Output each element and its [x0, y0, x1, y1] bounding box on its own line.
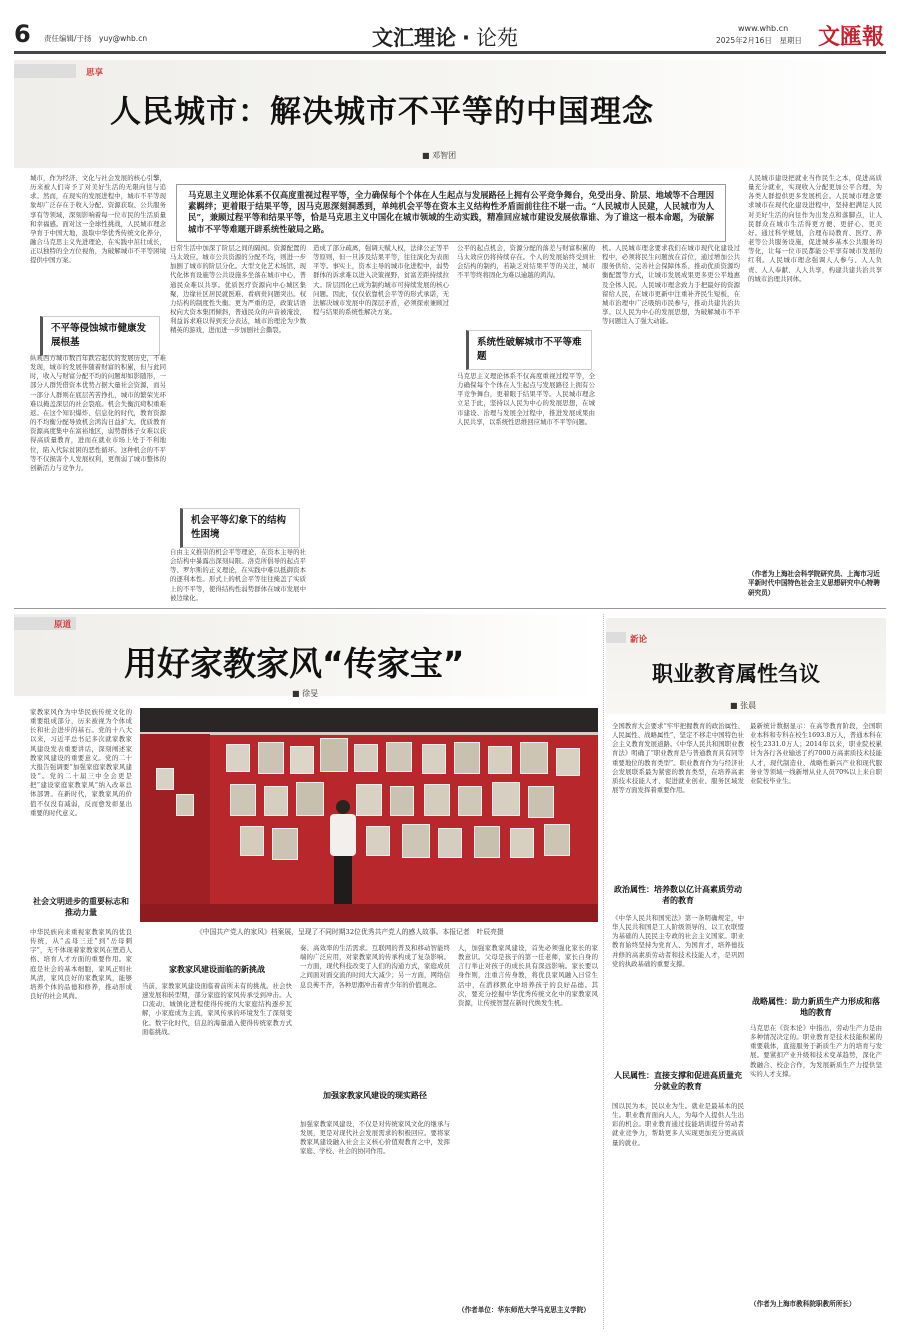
lead-intro: 城市，作为经济、文化与社会发展的核心引擎，历来被人们寄予了对美好生活的无限向往与追求。然而，在现实的发展进程中，城市不平等现象却广泛存在于收入分配、资源获取、公共服务享有等领域，深刻影响着每一位市民的生活质量和幸福感。面对这一全球性挑战，人民城市理念孕育于中国大地，汲取中华优秀传统文化养分，融合马克思主义先进理论，在实践中茁壮成长，正以独特的全方位视角，为破解城市不平等困境提供中国方案。 — [30, 174, 166, 265]
photo-frame — [264, 786, 288, 816]
photo-frame — [474, 826, 500, 858]
article3-col-2b: 马克思在《资本论》中指出，劳动生产力是由多种情况决定的。职业教育是技术技能积累的重要载体，直接服务于新质生产力的培育与发展。要紧扣产业升级和技术变革趋势，深化产教融合、校企合作，为发展新质生产力提供坚实的人才支撑。 — [750, 1024, 882, 1078]
photo-frame — [488, 746, 512, 774]
photo-visitor-head — [336, 800, 350, 814]
photo-caption: 《中国共产党人的家风》档案展，呈现了不同时期32位优秀共产党人的感人故事。本报记者 叶辰亮摄 — [196, 928, 504, 936]
lead-col-4b: 马克思主义理论体系不仅高度重视过程平等，全力确保每个个体在人生起点与发展路径上拥有公平竞争舞台，更着眼于结果平等。人民城市理念立足于此，坚持以人民为中心的发展思想，在城市建设、治理与发展全过程中，推进发展成果由人民共享，以系统性思维回应城市不平等问题。 — [457, 372, 595, 426]
article2-col-1: 家教家风作为中华民族传统文化的重要组成部分，历来被视为个体成长和社会进步的基石。党的十八大以来，习近平总书记多次就家教家风建设发表重要讲话，深刻阐述家教家风建设的重要意义。党的二十大报告强调要“加强家庭家教家风建设”。党的二十届三中全会更是把“建设家庭家教家风”纳入改革总体部署。在新时代，家教家风的价值不仅没有减弱，反而愈发彰显出重要的时代意义。 — [30, 708, 132, 817]
section-title — [372, 22, 518, 52]
photo-frame — [528, 786, 554, 818]
page-number: 6 — [14, 20, 31, 48]
photo-visitor-body — [330, 814, 356, 856]
article2-subhead-3: 加强家教家风建设的现实路径 — [323, 1091, 427, 1100]
lead-subhead-2: 机会平等幻象下的结构性困境 — [180, 508, 300, 548]
article2-col-4: 人，加强家教家风建设，首先必须强化家长的家教意识。父母是孩子的第一任老师，家长自身的言行举止对孩子的成长具有深远影响。家长要以身作则，注重言传身教，将优良家风融入日常生活中，在潜移默化中培养孩子的良好品德。其次，要充分挖掘中华优秀传统文化中的家教家风资源，让传统智慧在新时代焕发生机。 — [458, 944, 598, 1007]
column-tag: 思享 — [86, 68, 104, 78]
lead-col-6: 人民城市建设把就业当作民生之本，促进高质量充分就业，实现收入分配更加公平合理，为各类人群提供更多发展机会。人民城市理念要求城市在现代化建设进程中，坚持把满足人民对美好生活的向往作为出发点和落脚点，让人民群众在城市生活得更方便、更舒心、更美好。通过科学规划，合理布局教育、医疗、养老等公共服务设施，促进城乡基本公共服务均等化，让每一位市民都能公平享有城市发展的红利。人民城市理念强调人人参与、人人负责、人人奉献、人人共享，构建共建共治共享的城市治理共同体。 — [748, 174, 882, 283]
photo-frame — [366, 826, 390, 856]
article2-subhead-1: 社会文明进步的重要标志和推动力量 — [33, 897, 129, 917]
article3-tag-marker — [606, 632, 626, 643]
photo-frame — [354, 744, 378, 772]
photo-frame — [230, 784, 256, 816]
article3-author-name: 张晨 — [740, 701, 757, 710]
photo-frame — [386, 742, 412, 772]
exhibition-photo — [140, 708, 598, 922]
photo-floor — [140, 904, 598, 922]
photo-frame — [510, 828, 534, 858]
editor-credit: 责任编辑/于扬 yuy@whb.cn — [44, 34, 148, 43]
article2-author: ■ 徐旻 — [292, 689, 319, 698]
article3-column-tag: 新论 — [630, 635, 648, 645]
article3-subhead-2: 人民属性：直接支撑和促进高质量充分就业的教育 — [614, 1071, 742, 1091]
abstract-text: 马克思主义理论体系不仅高度重视过程平等，全力确保每个个体在人生起点与发展路径上拥有公平竞争舞台，免受出身、阶层、地域等不合理因素羁绊；更着眼于结果平等，因马克思深刻洞悉到，单纯机会平等在资本主义结构性矛盾面前往往不堪一击。“人民城市人民建，人民城市为人民”，兼顾过程平等和结果平等，恰是马克思主义中国化在城市领域的生动实践，精准回应城市建设发展依靠谁、为了谁这一根本命题，为破解城市不平等难题开辟系统性破局之路。 — [188, 190, 714, 234]
photo-frame — [520, 742, 548, 774]
photo-frame — [402, 824, 430, 858]
photo-ceiling — [140, 708, 598, 734]
photo-wall-left — [140, 734, 210, 922]
lead-col-4: 公平的起点机会，资源分配的落差与财富积累的马太效应仍将持续存在。个人的发展始终受到社会结构的制约，若缺乏对结果平等的关注，城市不平等终将固化为难以逾越的鸿沟。 — [457, 244, 595, 280]
photo-frame — [258, 742, 284, 774]
article2-column-tag: 原道 — [54, 620, 72, 630]
header-rule — [14, 51, 886, 54]
lead-author: ■ 邓智团 — [422, 151, 457, 160]
article3-col-2: 最新统计数据显示：在高等教育阶段，全国职业本科和专科在校生1693.8万人，普通本科在校生2331.0万人；2014年以来，职业院校累计为各行各业输送了约7000万高素质技术技能人才，现代制造业、战略性新兴产业和现代服务业等领域一线新增从业人员70%以上来自职业院校毕业生。 — [750, 722, 882, 785]
article2-col-3b: 加强家教家风建设，不仅是对传统家风文化的继承与发展，更是对现代社会发展需求的积极回应。要将家教家风建设融入社会主义核心价值观教育之中，发挥家庭、学校、社会的协同作用。 — [300, 1120, 450, 1156]
photo-frame — [424, 784, 450, 816]
photo-frame — [438, 828, 462, 858]
photo-frame — [176, 794, 194, 816]
article3-col-1b: 《中华人民共和国宪法》第一条明确规定，中华人民共和国是工人阶级领导的、以工农联盟为基础的人民民主专政的社会主义国家。职业教育始终坚持为党育人、为国育才，培养德技并修的高素质劳动者和技术技能人才，是巩固党的执政基础的重要支撑。 — [612, 914, 744, 968]
column-divider — [603, 614, 604, 1329]
photo-frame — [544, 824, 570, 856]
photo-frame — [356, 784, 382, 816]
article2-title: 用好家教家风“传家宝” — [124, 644, 465, 683]
photo-frame — [320, 738, 348, 772]
photo-frame — [556, 748, 580, 776]
column-tag-marker — [14, 64, 76, 78]
photo-frame — [296, 782, 324, 816]
article2-author-name: 徐旻 — [302, 689, 319, 698]
issue-date: 2025年2月16日 星期日 — [716, 36, 802, 45]
lead-col-3: 造成了部分疏离，强调天赋人权，法律公正等平等原则，但一旦涉及结果平等，往往演化为表面平等。事实上，资本主导的城市化进程中，弱势群体的诉求难以进入决策视野，贫富差距持续拉大。阶层固化已成为制约城市可持续发展的核心问题。因此，仅仅依靠机会平等的形式承诺，无法解决城市发展中的深层矛盾，必须探索兼顾过程与结果的系统性解决方案。 — [313, 244, 449, 317]
subsection-name: 论苑 — [475, 26, 518, 50]
article3-author: ■ 张晨 — [730, 701, 757, 710]
article3-title: 职业教育属性刍议 — [652, 662, 820, 686]
website: www.whb.cn — [738, 24, 789, 33]
lead-col-2: 日常生活中加深了阶层之间的隔阂。资源配置的马太效应。城市公共资源的分配不均，则进一步加剧了城市的阶层分化。大型文化艺术场馆、现代化体育设施等公共设施多坐落在城市中心，普通民众难以共享。优质医疗资源向中心城区集聚，边缘社区居民就医难、看病贵问题突出。权力结构的制度性失衡。更为严重的是，政策话语权向大资本集团倾斜，普通民众的声音被淹没，利益诉求难以得到充分表达，城市治理沦为少数精英的游戏，进而进一步加剧社会撕裂。 — [170, 244, 306, 335]
article3-subhead-3: 战略属性：助力新质生产力形成和落地的教育 — [752, 997, 880, 1017]
article3-col-1c: 国以民为本，民以业为生。就业是最基本的民生。职业教育面向人人，为每个人提供人生出彩的机会。职业教育通过技能培训提升劳动者就业竞争力，帮助更多人实现更加充分更高质量的就业。 — [612, 1102, 744, 1147]
section-name: 文汇理论 — [372, 26, 456, 50]
lead-subhead-1: 不平等侵蚀城市健康发展根基 — [40, 316, 160, 356]
photo-frame — [492, 782, 520, 816]
photo-frame — [226, 744, 250, 772]
article2-col-3: 奏、高效率的生活需求。互联网的普及和移动智能终端的广泛应用，对家教家风的传承构成了复杂影响。一方面，现代科技改变了人们的沟通方式，家庭成员之间面对面交流的时间大大减少；另一方面，网络信息良莠不齐，各种思潮冲击着青少年的价值观念。 — [300, 944, 450, 989]
article3-col-1: 全国教育大会要求“牢牢把握教育的政治属性、人民属性、战略属性”，坚定不移走中国特色社会主义教育发展道路。《中华人民共和国职业教育法》明确了“职业教育是与普通教育具有同等重要地位的教育类型”。职业教育作为与经济社会发展联系最为紧密的教育类型，在培养高素质技术技能人才、促进就业创业、服务区域发展等方面发挥着重要作用。 — [612, 722, 744, 795]
article2-col-2: 当前，家教家风建设面临着前所未有的挑战。社会快速发展和转型期，部分家庭的家风传承受到冲击。人口流动、城镇化进程使得传统的大家庭结构逐步瓦解，小家庭成为主流，家风传承的环境发生了深刻变化。数字化时代，信息的海量涌入使得传统家教方式面临挑战。 — [142, 982, 292, 1036]
lead-author-note: （作者为上海社会科学院研究员、上海市习近平新时代中国特色社会主义思想研究中心特聘研究员） — [748, 570, 880, 597]
lead-col-1: 纵观西方城市数百年跌宕起伏的发展历史，不难发现，城市的发展伴随着财富的积累，但与此同时，收入与财富分配不均的问题却如影随形，一部分人群凭借资本优势占据大量社会资源，而另一部分人群则在底层苦苦挣扎，城市的繁荣光环难以掩盖深层的社会裂痕。机会失衡沉疴积重难返。在这个知识爆炸、信息化的时代，教育资源的不均衡分配导致机会鸿沟日益扩大。优质教育资源高度集中在富裕地区，弱势群体子女难以获得高质量教育，进而在就业市场上处于不利地位，陷入代际贫困的恶性循环。这种机会的不平等不仅损害个人发展权利，更削弱了城市整体的创新活力与竞争力。 — [30, 354, 166, 472]
photo-frame — [458, 786, 482, 816]
lead-author-name: 邓智团 — [432, 151, 457, 160]
photo-frame — [290, 746, 314, 774]
lead-title: 人民城市：解决城市不平等的中国理念 — [110, 94, 654, 130]
photo-frame — [240, 826, 264, 856]
lead-col-2b: 自由主义推崇的机会平等理论，在资本主导的社会结构中暴露出深刻局限。洛克所倡导的起点平等、罗尔斯的正义理论，在实践中难以抵御资本的逐利本性。形式上的机会平等往往掩盖了实质上的不平等，使得结构性弱势群体在城市发展中被边缘化。 — [170, 548, 306, 602]
masthead-logo: 文匯報 — [818, 24, 885, 50]
photo-frame — [454, 742, 480, 774]
article2-author-note: （作者单位：华东师范大学马克思主义学院） — [458, 1306, 590, 1314]
lead-bottom-rule — [14, 608, 886, 609]
photo-visitor-legs — [334, 856, 352, 906]
section-dot: · — [462, 26, 470, 50]
article2-subhead-2: 家教家风建设面临的新挑战 — [169, 965, 265, 974]
photo-frame — [156, 768, 174, 790]
photo-frame — [272, 828, 298, 860]
lead-subhead-3: 系统性破解城市不平等难题 — [466, 330, 592, 370]
photo-frame — [390, 786, 414, 816]
article3-subhead-1: 政治属性：培养数以亿计高素质劳动者的教育 — [614, 885, 742, 905]
lead-col-5: 机。人民城市理念要求我们在城市现代化建设过程中，必须将民生问题放在首位，通过增加公共服务供给、完善社会保障体系、推动优质资源均衡配置等方式，让城市发展成果更多更公平地惠及全体人民。人民城市理念致力于把最好的资源留给人民，在城市更新中注重补齐民生短板，在城市治理中广泛吸纳市民参与，推动共建共治共享。以人民为中心的发展思想，为破解城市不平等问题注入了强大动能。 — [602, 244, 740, 326]
article3-author-note: （作者为上海市教科院职教所所长） — [750, 1300, 856, 1308]
photo-frame — [422, 744, 446, 774]
article2-col-1b: 中华民族向来重视家教家风的优良传统，从“孟母三迁”到“岳母刺字”，无不体现着家教家风在塑造人格、培育人才方面的重要作用。家庭是社会的基本细胞，家风正则社风清，家风良好的家教家风，能够培养个体的品德和修养，推动形成良好的社会风尚。 — [30, 928, 132, 1001]
